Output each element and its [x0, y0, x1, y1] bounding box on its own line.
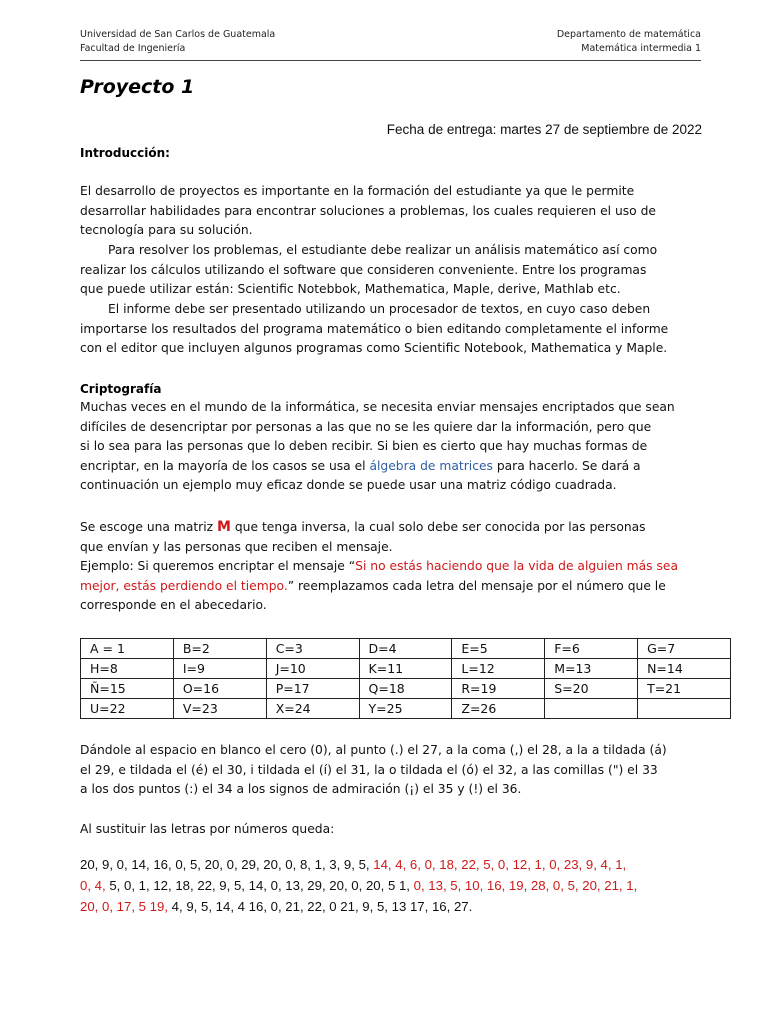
table-cell [638, 699, 731, 719]
table-cell: V=23 [173, 699, 266, 719]
text-segment: Se escoge una matriz [80, 520, 218, 534]
number-segment-highlight: 0, 4, [80, 878, 106, 893]
example-message: mejor, estás perdiendo el tiempo. [80, 578, 288, 593]
crypto-paragraph-2 [80, 518, 703, 616]
table-row [81, 659, 731, 679]
table-cell: S=20 [545, 679, 638, 699]
text-line: que envían y las personas que reciben el mensaje. [80, 539, 393, 554]
table-cell: C=3 [266, 639, 359, 659]
substitution-intro: Al sustituir las letras por números queda: [80, 822, 335, 836]
text-segment: ” reemplazamos cada letra del mensaje por el número que le [287, 578, 666, 593]
text-line [80, 457, 703, 477]
header-divider [80, 60, 701, 61]
text-line [80, 557, 703, 577]
faculty-name: Facultad de Ingeniería [80, 43, 186, 54]
matrix-m-symbol: M [217, 519, 231, 535]
example-message: Si no estás haciendo que la vida de alguien más sea [355, 559, 678, 574]
table-row [81, 679, 731, 699]
text-line: Dándole al espacio en blanco el cero (0), al punto (.) el 27, a la coma (,) el 28, a la a tildada (á) [80, 743, 667, 757]
text-segment: encriptar, en la mayoría de los casos se usa el [80, 458, 370, 473]
number-line [80, 854, 720, 875]
crypto-heading: Criptografía [80, 382, 162, 396]
table-cell: R=19 [452, 679, 545, 699]
intro-heading: Introducción: [80, 146, 170, 160]
table-row [81, 699, 731, 719]
text-segment: para hacerlo. Se dará a [492, 458, 641, 473]
table-cell: I=9 [173, 659, 266, 679]
department-name: Departamento de matemática [556, 29, 701, 40]
table-cell: N=14 [638, 659, 731, 679]
number-sequence [80, 854, 720, 917]
table-cell: O=16 [173, 679, 266, 699]
table-cell: Q=18 [359, 679, 452, 699]
number-segment-highlight: 0, 13, 5, 10, 16, 19, 28, 0, 5, 20, 21, 1, [413, 878, 638, 893]
table-cell [545, 699, 638, 719]
table-cell: H=8 [81, 659, 174, 679]
text-line: importarse los resultados del programa matemático o bien editando completamente el informe [80, 321, 669, 336]
table-cell: M=13 [545, 659, 638, 679]
document-title: Proyecto 1 [80, 76, 195, 98]
table-cell: D=4 [359, 639, 452, 659]
number-segment: 5, 0, 1, 12, 18, 22, 9, 5, 14, 0, 13, 29, 20, 0, 20, 5 1, [105, 878, 414, 893]
text-line: que puede utilizar están: Scientific Notebbok, Mathematica, Maple, derive, Mathlab etc. [80, 282, 621, 297]
text-line: con el editor que incluyen algunos programas como Scientific Notebook, Mathematica y Maple. [80, 341, 668, 356]
table-cell: K=11 [359, 659, 452, 679]
table-cell: Z=26 [452, 699, 545, 719]
table-row [81, 639, 731, 659]
table-cell: Ñ=15 [81, 679, 174, 699]
table-cell: J=10 [266, 659, 359, 679]
header-left [80, 28, 275, 56]
text-line: El informe debe ser presentado utilizando un procesador de textos, en cuyo caso deben [108, 302, 651, 316]
text-line [80, 518, 703, 538]
text-line: a los dos puntos (:) el 34 a los signos de admiración (¡) el 35 y (!) el 36. [80, 782, 522, 797]
text-line [80, 577, 703, 597]
table-cell: E=5 [452, 639, 545, 659]
text-segment: Ejemplo: Si queremos encriptar el mensaje “ [80, 559, 356, 574]
text-line: Para resolver los problemas, el estudiante debe realizar un análisis matemático así como [108, 243, 658, 257]
number-segment: 4, 9, 5, 14, 4 16, 0, 21, 22, 0 21, 9, 5, 13 17, 16, 27. [168, 899, 473, 914]
course-name: Matemática intermedia 1 [581, 43, 701, 54]
header-right [557, 28, 701, 56]
number-line [80, 896, 720, 917]
text-line: desarrollar habilidades para encontrar soluciones a problemas, los cuales requieren el uso de [80, 203, 656, 218]
text-line: realizar los cálculos utilizando el software que consideren conveniente. Entre los programas [80, 262, 647, 277]
intro-paragraph-2 [80, 241, 703, 300]
special-characters-paragraph [80, 741, 703, 800]
number-segment-highlight: 14, 4, 6, 0, 18, 22, 5, 0, 12, 1, 0, 23, 9, 4, 1, [373, 857, 627, 872]
intro-paragraph-3 [80, 300, 703, 359]
table-cell: T=21 [638, 679, 731, 699]
table-cell: G=7 [638, 639, 731, 659]
number-segment: 20, 9, 0, 14, 16, 0, 5, 20, 0, 29, 20, 0, 8, 1, 3, 9, 5, [80, 857, 374, 872]
table-cell: L=12 [452, 659, 545, 679]
alphabet-table [80, 638, 731, 719]
number-line [80, 875, 720, 896]
crypto-paragraph-1 [80, 398, 703, 496]
text-line: difíciles de desencriptar por personas a las que no se les quiere dar la información, pero que [80, 419, 652, 434]
table-cell: F=6 [545, 639, 638, 659]
table-cell: U=22 [81, 699, 174, 719]
due-date: Fecha de entrega: martes 27 de septiembre de 2022 [386, 122, 702, 137]
table-cell: B=2 [173, 639, 266, 659]
university-name: Universidad de San Carlos de Guatemala [80, 29, 276, 40]
text-line: si lo sea para las personas que lo deben recibir. Si bien es cierto que hay muchas formas de [80, 439, 648, 454]
number-segment-highlight: 20, 0, 17, 5 19, [80, 899, 168, 914]
text-line: continuación un ejemplo muy eficaz donde se puede usar una matriz código cuadrada. [80, 478, 617, 493]
table-cell: Y=25 [359, 699, 452, 719]
text-segment: que tenga inversa, la cual solo debe ser conocida por las personas [230, 520, 646, 534]
text-line: El desarrollo de proyectos es importante en la formación del estudiante ya que le permite [80, 184, 635, 198]
text-line: tecnología para su solución. [80, 223, 253, 238]
matrix-algebra-link[interactable]: álgebra de matrices [369, 458, 493, 473]
table-cell: A = 1 [81, 639, 174, 659]
table-cell: X=24 [266, 699, 359, 719]
text-line: corresponde en el abecedario. [80, 598, 267, 613]
text-line: Muchas veces en el mundo de la informática, se necesita enviar mensajes encriptados que sean [80, 400, 675, 414]
intro-paragraph-1 [80, 182, 703, 241]
table-cell: P=17 [266, 679, 359, 699]
text-line: el 29, e tildada el (é) el 30, i tildada el (í) el 31, la o tildada el (ó) el 32, a las comillas (") el 33 [80, 762, 658, 777]
